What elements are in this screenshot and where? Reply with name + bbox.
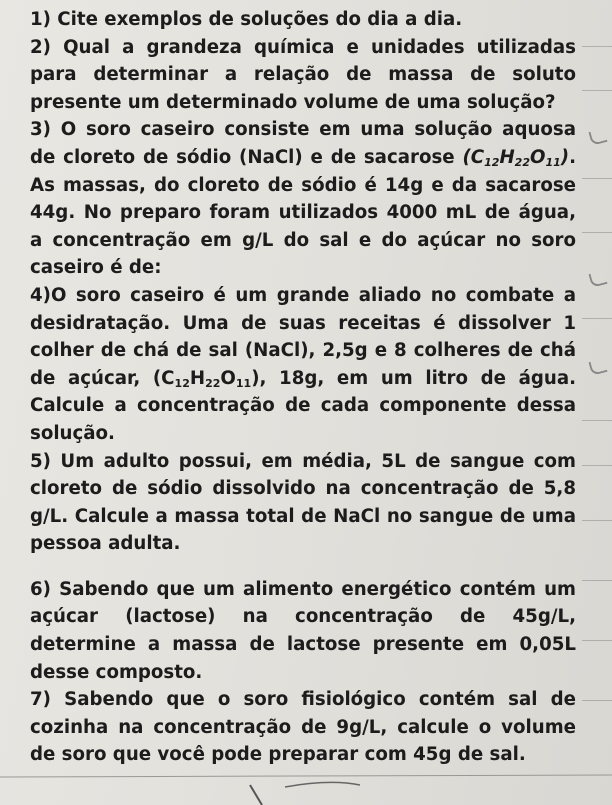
sucrose-formula: $(C_{12}H_{22}O_{11})$ xyxy=(462,146,570,169)
question-text: Qual a grandeza química e unidades utilizadas para determinar a relação de massa de soluto presente um determinado volume de uma solução? xyxy=(30,36,576,113)
question-text: O soro caseiro é um grande aliado no combate a desidratação. Uma de suas receitas é dissolver 1 colher de chá de sal (NaCl), 2,5g e 8 colheres de chá de açúcar, xyxy=(30,284,576,389)
question-text: . As massas, do cloreto de sódio é 14g e da sacarose 44g. No preparo foram utilizados 4000 mL de água, a concentração em g/L do sal e do açúcar no soro caseiro é de: xyxy=(30,146,576,279)
question-list xyxy=(30,6,576,769)
ruled-line xyxy=(0,775,612,777)
pen-mark xyxy=(588,358,607,376)
question-text: Sabendo que um alimento energético contém um açúcar (lactose) na concentração de 45g/L, determine a massa de lactose presente em 0,05L desse composto. xyxy=(30,578,576,683)
question-number: 2) xyxy=(30,36,51,58)
edge-line xyxy=(582,700,612,701)
question-3 xyxy=(30,116,576,282)
edge-line xyxy=(582,232,612,233)
question-text: Um adulto possui, em média, 5L de sangue com cloreto de sódio dissolvido na concentração de 5,8 g/L. Calcule a massa total de NaCl no sangue de uma pessoa adulta. xyxy=(30,450,576,555)
edge-line xyxy=(582,580,612,581)
question-text: Sabendo que o soro fisiológico contém sal de cozinha na concentração de 9g/L, calcule o volume de soro que você pode preparar com 45g de sal. xyxy=(30,689,576,766)
edge-line xyxy=(582,178,612,179)
edge-line xyxy=(582,420,612,421)
question-number: 5) xyxy=(30,450,51,472)
question-7 xyxy=(30,686,576,769)
question-number: 4) xyxy=(30,284,51,306)
edge-line xyxy=(582,318,612,319)
question-number: 7) xyxy=(30,689,51,711)
notebook-lines xyxy=(0,765,612,805)
edge-line xyxy=(582,520,612,521)
edge-line xyxy=(582,465,612,466)
pen-mark xyxy=(588,128,607,146)
question-6 xyxy=(30,576,576,686)
pen-mark xyxy=(588,270,607,288)
edge-line xyxy=(582,90,612,91)
question-text: , 18g, em um litro de água. Calcule a concentração de cada componente dessa solução. xyxy=(30,367,576,444)
pen-stroke xyxy=(250,785,262,805)
question-1 xyxy=(30,6,576,34)
question-text: O soro caseiro consiste em uma solução aquosa de cloreto de sódio (NaCl) e de sacarose xyxy=(30,119,576,168)
question-number: 1) xyxy=(30,9,51,30)
edge-line xyxy=(582,640,612,641)
question-text: Cite exemplos de soluções do dia a dia. xyxy=(50,9,463,30)
sucrose-formula: $(C_{12}H_{22}O_{11})$ xyxy=(152,367,260,390)
question-2 xyxy=(30,34,576,117)
pen-stroke xyxy=(285,782,360,787)
edge-line xyxy=(582,46,612,47)
question-5 xyxy=(30,448,576,558)
question-number: 6) xyxy=(30,578,51,600)
question-number: 3) xyxy=(30,119,51,141)
question-4 xyxy=(30,282,576,448)
